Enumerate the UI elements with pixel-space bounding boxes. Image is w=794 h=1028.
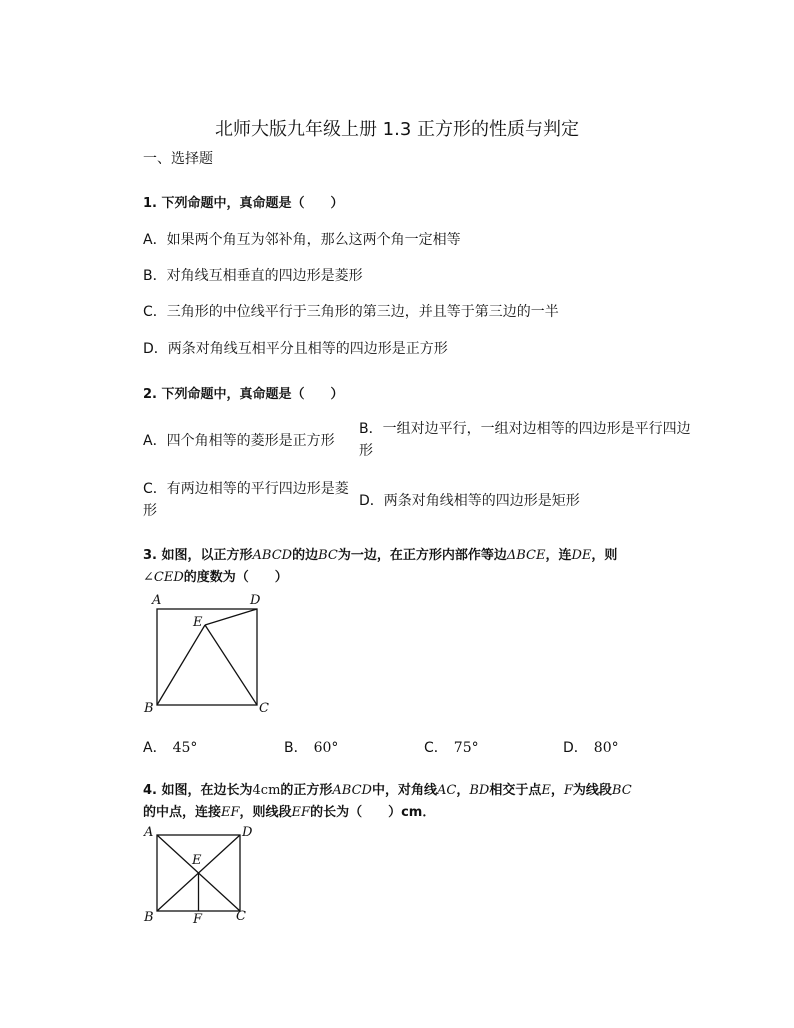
question-3-option-d [563, 737, 619, 757]
page-title: 北师大版九年级上册 1.3 正方形的性质与判定 [214, 119, 580, 140]
q4-figure-square-with-diagonals [140, 822, 270, 932]
question-2-option-d: D．两条对角线相等的四边形是矩形 [359, 493, 580, 509]
q4-math-4cm: 4cm [252, 783, 281, 798]
q3-square [157, 609, 257, 705]
q3-text-3: 为一边，在正方形内部作等边 [337, 548, 507, 563]
q3-math-de: DE [571, 548, 592, 563]
q3-segment-be [157, 625, 205, 705]
question-2-option-b: B．一组对边平行，一组对边相等的四边形是平行四边形 [359, 421, 691, 459]
q3-option-d-letter: D． [563, 740, 588, 756]
q4-text-2: 的正方形 [280, 783, 333, 798]
q3-label-b: B [144, 701, 154, 715]
q3-option-b-value: 60° [313, 740, 339, 756]
q4-text-9: ，则线段 [239, 805, 292, 820]
q4-label-b: B [144, 910, 154, 925]
question-1-option-d: D．两条对角线互相平分且相等的四边形是正方形 [143, 341, 448, 357]
question-1-stem: 1. 下列命题中，真命题是（ ） [143, 196, 344, 211]
q4-text-7: 为线段 [572, 783, 612, 798]
q3-option-b-letter: B． [284, 740, 308, 756]
q4-label-d: D [242, 825, 253, 840]
q4-label-f: F [193, 912, 203, 927]
q3-math-bc: BC [318, 548, 338, 563]
q3-math-abcd: ABCD [252, 548, 293, 563]
q4-text-5: 相交于点 [489, 783, 542, 798]
question-1-option-b: B．对角线互相垂直的四边形是菱形 [143, 268, 363, 284]
q3-option-d-value: 80° [593, 740, 619, 756]
q3-option-c-value: 75° [453, 740, 479, 756]
q3-label-d: D [250, 593, 261, 608]
question-2-stem: 2. 下列命题中，真命题是（ ） [143, 387, 344, 402]
q4-label-c: C [236, 909, 246, 924]
q3-math-angle-ced: ∠CED [143, 570, 184, 585]
q4-label-a: A [144, 825, 154, 840]
question-3-option-a [143, 737, 197, 757]
question-2-option-a: A．四个角相等的菱形是正方形 [143, 433, 335, 449]
q3-text-5: ，则 [591, 548, 618, 563]
q4-math-ef-2: EF [291, 805, 311, 820]
q4-math-ef: EF [221, 805, 240, 820]
q3-option-a-value: 45° [172, 740, 198, 756]
q4-math-ac: AC [437, 783, 457, 798]
q4-label-e: E [192, 853, 202, 868]
question-3-stem [143, 545, 663, 589]
q4-text-10: 的长为（ ）cm． [310, 805, 436, 820]
q3-figure-square-with-triangle [140, 590, 280, 715]
q3-text-2: 的边 [292, 548, 319, 563]
q3-segment-ce [205, 625, 257, 705]
q4-text-8: 的中点，连接 [143, 805, 222, 820]
q3-label-a: A [152, 593, 162, 608]
q3-math-bce: ΔBCE [506, 548, 546, 563]
q4-math-f: F [563, 783, 573, 798]
question-1-option-c: C．三角形的中位线平行于三角形的第三边，并且等于第三边的一半 [143, 304, 559, 320]
q4-text-3: 中，对角线 [371, 783, 437, 798]
q3-label-e: E [193, 615, 203, 630]
q4-text-1: 4. 如图，在边长为 [143, 783, 253, 798]
question-3-option-c [424, 737, 479, 757]
q4-text-6: ， [550, 783, 564, 798]
question-3-option-b [284, 737, 338, 757]
q3-text-1: 3. 如图，以正方形 [143, 548, 253, 563]
q3-option-c-letter: C． [424, 740, 448, 756]
q4-math-bc: BC [611, 783, 632, 798]
q3-text-4: ，连 [545, 548, 572, 563]
q4-math-e: E [541, 783, 551, 798]
question-2-option-c: C．有两边相等的平行四边形是菱形 [143, 481, 349, 519]
question-1-option-a: A．如果两个角互为邻补角，那么这两个角一定相等 [143, 232, 461, 248]
q4-math-abcd: ABCD [332, 783, 372, 798]
section-heading: 一、选择题 [143, 151, 213, 167]
q4-math-bd: BD [469, 783, 490, 798]
q4-text-4: ， [456, 783, 470, 798]
q3-text-6: 的度数为（ ） [183, 570, 288, 585]
q3-option-a-letter: A． [143, 740, 167, 756]
q3-segment-de [205, 609, 257, 625]
q3-label-c: C [259, 701, 269, 715]
question-4-stem [143, 780, 663, 824]
